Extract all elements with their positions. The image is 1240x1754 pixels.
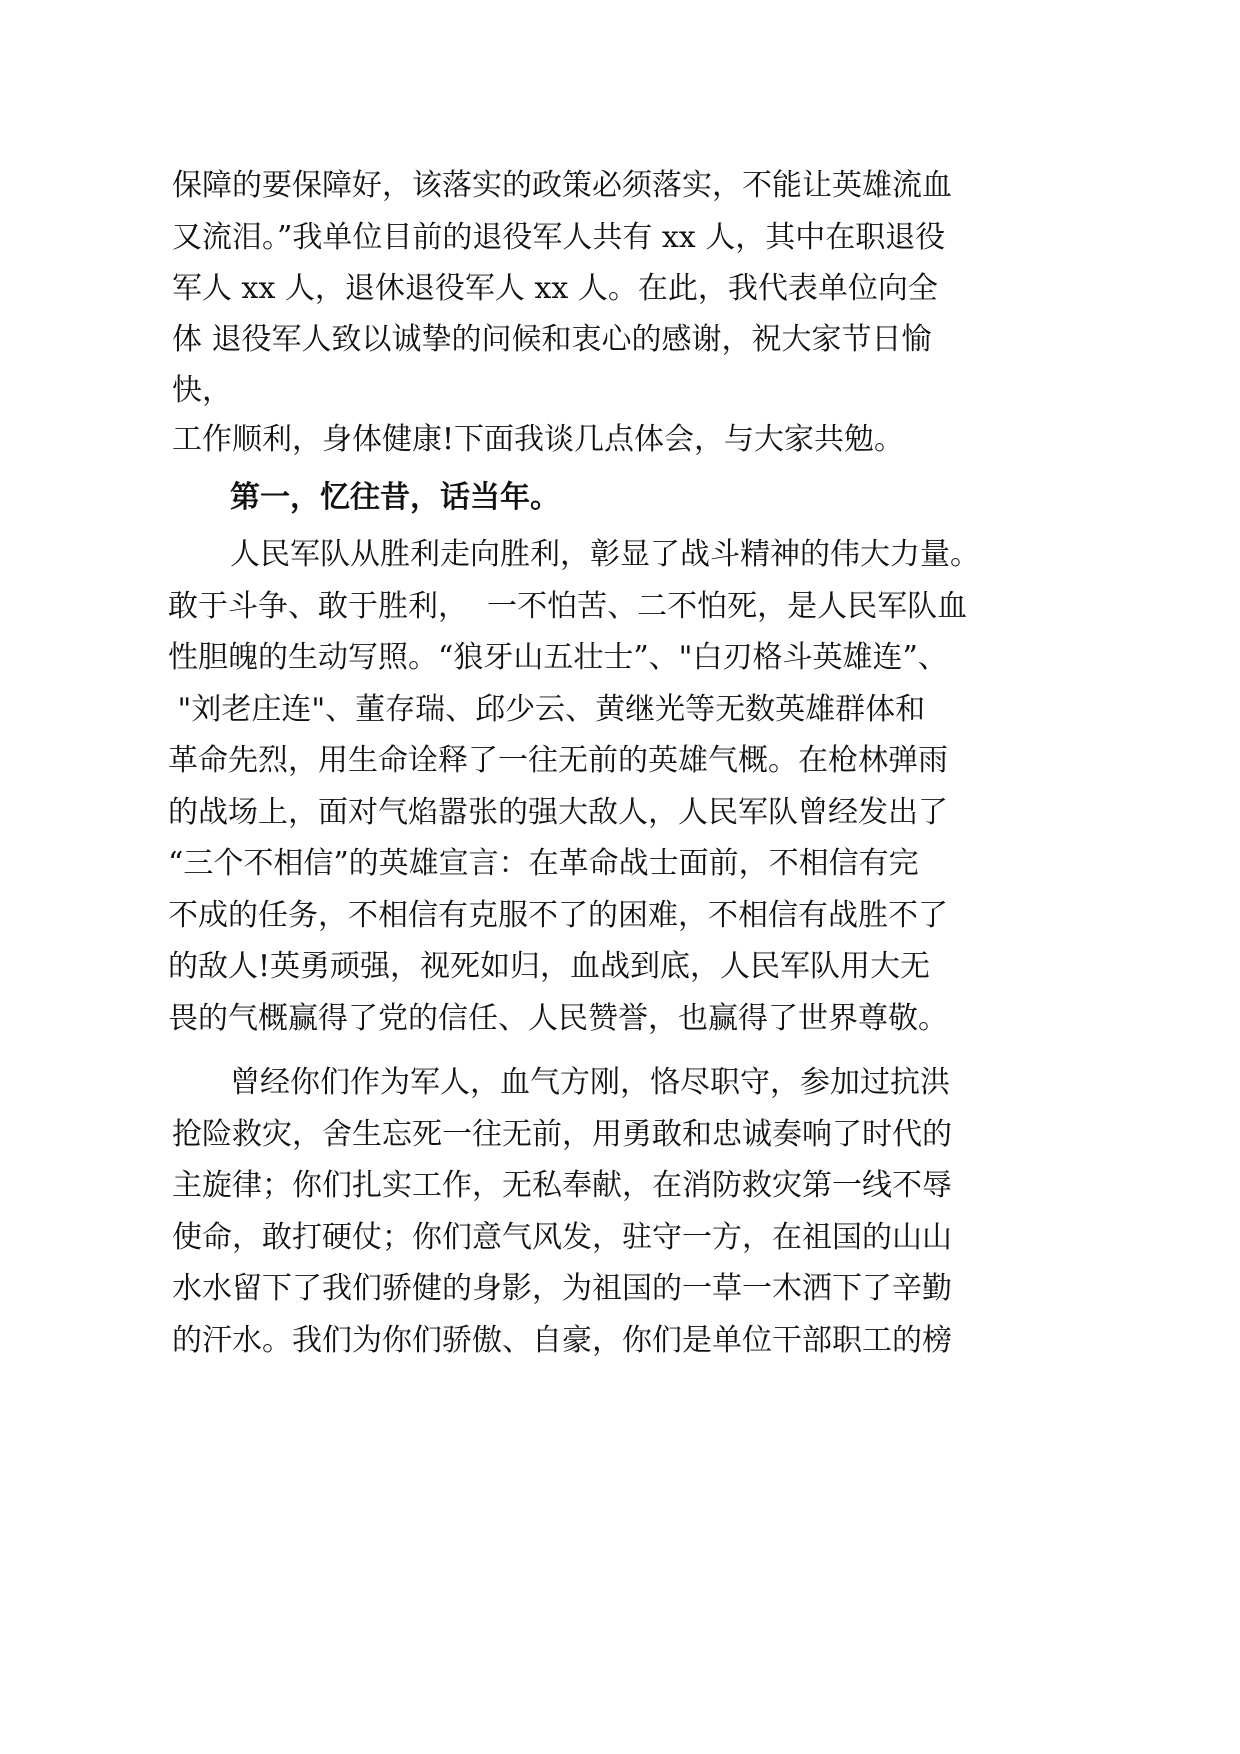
body-line: 的敌人!英勇顽强，视死如归，血战到底，人民军队用大无 [168, 949, 931, 984]
body-line: 又流泪。”我单位目前的退役军人共有 xx 人，其中在职退役 [172, 220, 946, 255]
body-line: 不成的任务，不相信有克服不了的困难，不相信有战胜不了 [168, 898, 948, 933]
body-line: "刘老庄连"、董存瑞、邱少云、黄继光等无数英雄群体和 [168, 692, 926, 727]
section-heading: 第一，忆往昔，话当年。 [230, 480, 560, 515]
body-line: 军人 xx 人，退休退役军人 xx 人。在此，我代表单位向全 [172, 271, 938, 306]
body-line: 主旋律；你们扎实工作，无私奉献，在消防救灾第一线不辱 [172, 1168, 952, 1203]
body-line: 的汗水。我们为你们骄傲、自豪，你们是单位干部职工的榜 [172, 1323, 952, 1358]
body-line: “三个不相信”的英雄宣言：在革命战士面前，不相信有完 [168, 846, 919, 881]
body-line: 使命，敢打硬仗；你们意气风发，驻守一方，在祖国的山山 [172, 1220, 952, 1255]
body-line: 的战场上，面对气焰嚣张的强大敌人，人民军队曾经发出了 [168, 795, 948, 830]
body-line: 畏的气概赢得了党的信任、人民赞誉，也赢得了世界尊敬。 [168, 1001, 948, 1036]
body-line: 抢险救灾，舍生忘死一往无前，用勇敢和忠诚奏响了时代的 [172, 1117, 952, 1152]
body-line: 快， [172, 373, 232, 408]
body-line: 敢于斗争、敢于胜利， 一不怕苦、二不怕死，是人民军队血 [168, 589, 968, 624]
body-line: 水水留下了我们骄健的身影，为祖国的一草一木洒下了辛勤 [172, 1271, 952, 1306]
body-line: 工作顺利，身体健康!下面我谈几点体会，与大家共勉。 [172, 422, 905, 457]
body-line: 体 退役军人致以诚挚的问候和衷心的感谢，祝大家节日愉 [172, 322, 932, 357]
body-line: 保障的要保障好，该落实的政策必须落实，不能让英雄流血 [172, 168, 952, 203]
body-line: 曾经你们作为军人，血气方刚，恪尽职守，参加过抗洪 [230, 1065, 950, 1100]
body-line: 人民军队从胜利走向胜利，彰显了战斗精神的伟大力量。 [230, 537, 980, 572]
body-line: 革命先烈，用生命诠释了一往无前的英雄气概。在枪林弹雨 [168, 743, 948, 778]
body-line: 性胆魄的生动写照。“狼牙山五壮士”、"白刃格斗英雄连”、 [168, 640, 948, 675]
